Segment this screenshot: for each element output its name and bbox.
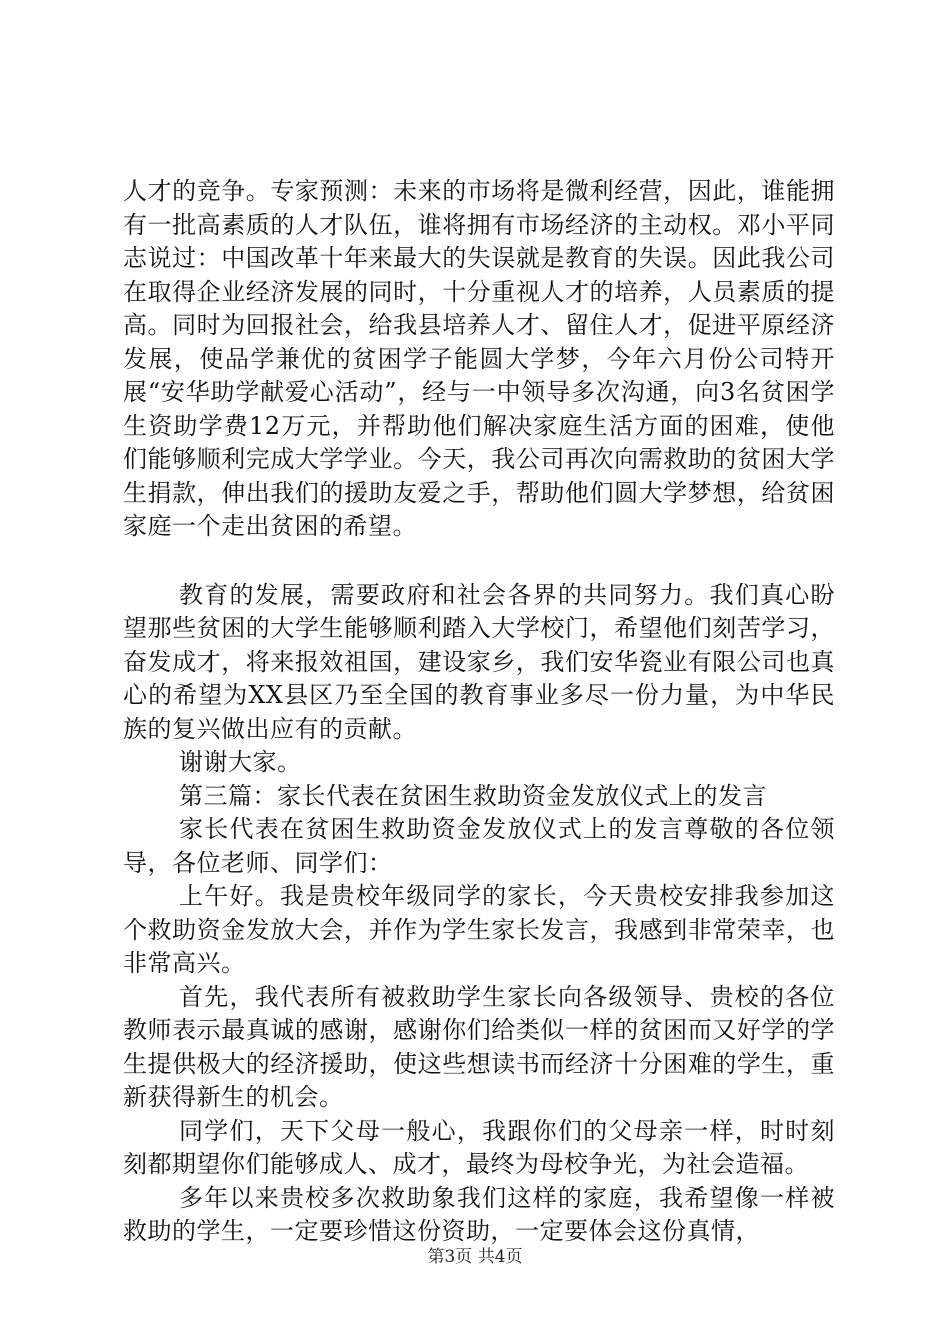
paragraph: 首先，我代表所有被救助学生家长向各级领导、贵校的各位教师表示最真诚的感谢，感谢你们给类似一样的贫困而又好学的学生提供极大的经济援助，使这些想读书而经济十分困难的学生，重新获得新生的机会。 (123, 982, 835, 1111)
section-heading: 第三篇：家长代表在贫困生救助资金发放仪式上的发言 (179, 781, 767, 810)
paragraph: 家长代表在贫困生救助资金发放仪式上的发言尊敬的各位领导，各位老师、同学们： (123, 815, 835, 877)
paragraph: 人才的竞争。专家预测：未来的市场将是微利经营，因此，谁能拥有一批高素质的人才队伍，谁将拥有市场经济的主动权。邓小平同志说过：中国改革十年来最大的失误就是教育的失误。因此我公司在取得企业经济发展的同时，十分重视人才的培养，人员素质的提高。同时为回报社会，给我县培养人才、留住人才，促进平原经济发展，使品学兼优的贫困学子能圆大学梦，今年六月份公司特开展“安华助学献爱心活动”，经与一中领导多次沟通，向3名贫困学生资助学费12万元，并帮助他们解决家庭生活方面的困难，使他们能够顺利完成大学学业。今天，我公司再次向需救助的贫困大学生捐款，伸出我们的援助友爱之手，帮助他们圆大学梦想，给贫困家庭一个走出贫困的希望。 (123, 177, 835, 540)
paragraph: 多年以来贵校多次救助象我们这样的家庭，我希望像一样被救助的学生，一定要珍惜这份资助，一定要体会这份真情， (123, 1183, 835, 1245)
paragraph: 同学们，天下父母一般心，我跟你们的父母亲一样，时时刻刻都期望你们能够成人、成才，最终为母校争光，为社会造福。 (123, 1116, 835, 1178)
paragraph: 谢谢大家。 (179, 748, 302, 776)
paragraph: 上午好。我是贵校年级同学的家长，今天贵校安排我参加这个救助资金发放大会，并作为学生家长发言，我感到非常荣幸，也非常高兴。 (123, 882, 835, 977)
document-body (123, 175, 835, 1249)
page-footer: 第3页 共4页 (427, 1247, 523, 1267)
paragraph: 教育的发展，需要政府和社会各界的共同努力。我们真心盼望那些贫困的大学生能够顺利踏入大学校门，希望他们刻苦学习，奋发成才，将来报效祖国，建设家乡，我们安华瓷业有限公司也真心的希望为XX县区乃至全国的教育事业多尽一份力量，为中华民族的复兴做出应有的贡献。 (123, 580, 835, 743)
paragraph-gap (123, 544, 835, 579)
